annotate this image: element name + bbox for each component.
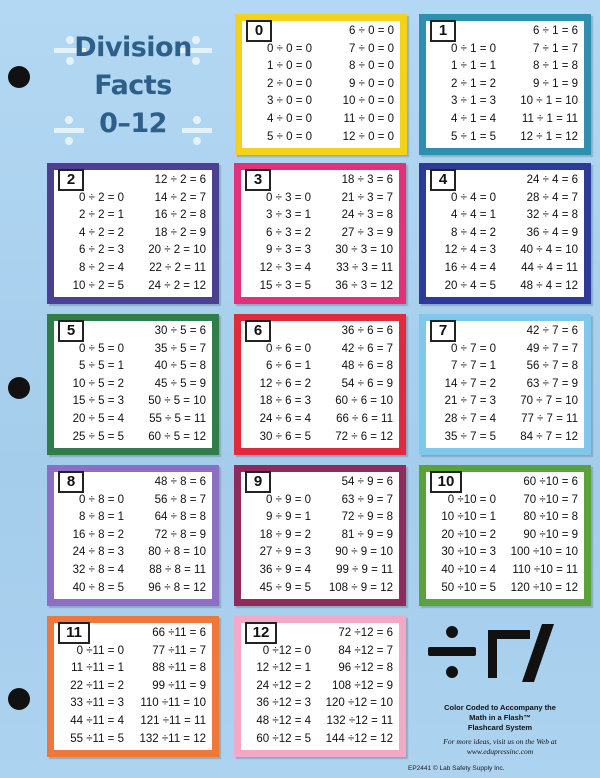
fact-left: 12 ÷12 = 1: [256, 662, 311, 675]
fact-right: 30 ÷ 5 = 6: [154, 325, 206, 337]
fact-right: 24 ÷ 4 = 6: [526, 174, 578, 186]
fact-right: 48 ÷ 6 = 8: [341, 360, 393, 373]
fact-right: 6 ÷ 0 = 0: [349, 25, 394, 37]
fact-left: 10 ÷10 = 1: [441, 511, 496, 524]
fact-right: 18 ÷ 2 = 9: [154, 226, 206, 239]
card-number: 2: [58, 169, 84, 191]
fact-left: 24 ÷ 8 = 3: [72, 546, 124, 559]
fact-left: 6 ÷ 3 = 2: [266, 226, 311, 239]
fact-right: 60 ÷ 6 = 10: [335, 395, 393, 408]
card-number: 3: [245, 169, 271, 191]
fact-right: 7 ÷ 0 = 0: [349, 42, 394, 55]
fact-card-9: [234, 465, 406, 606]
fact-left: 0 ÷10 = 0: [447, 493, 496, 506]
fact-left: 0 ÷ 2 = 0: [79, 191, 124, 204]
fact-right: 56 ÷ 7 = 8: [526, 360, 578, 373]
fact-left: 24 ÷12 = 2: [256, 679, 311, 692]
title-line-1: Division: [74, 32, 192, 63]
fact-right: 121 ÷11 = 11: [140, 715, 206, 727]
fact-right: 84 ÷ 7 = 12: [520, 430, 578, 443]
fact-left: 15 ÷ 3 = 5: [259, 279, 311, 292]
fact-left: 18 ÷ 9 = 2: [259, 528, 311, 541]
fact-left: 4 ÷ 4 = 1: [451, 209, 496, 222]
card-number: 4: [430, 169, 456, 191]
fact-left: 12 ÷ 3 = 4: [259, 262, 311, 274]
fact-right: 24 ÷ 3 = 8: [341, 209, 393, 222]
fact-right: 11 ÷ 1 = 11: [521, 113, 578, 125]
title-block: [48, 18, 218, 148]
fact-left: 0 ÷ 7 = 0: [451, 342, 496, 355]
fact-left: 12 ÷ 6 = 2: [259, 377, 311, 390]
fact-right: 132 ÷12 = 11: [326, 715, 393, 727]
fact-right: 72 ÷12 = 6: [338, 627, 393, 639]
card-number: 10: [430, 471, 462, 493]
binder-hole: [8, 66, 30, 88]
fact-right: 100 ÷10 = 10: [510, 546, 578, 559]
fact-card-5: [47, 314, 219, 455]
division-symbols-icon: [422, 620, 572, 690]
fact-right: 12 ÷ 1 = 12: [520, 130, 578, 143]
card-number: 6: [245, 320, 271, 342]
fact-left: 48 ÷12 = 4: [256, 715, 311, 727]
fact-right: 81 ÷ 9 = 9: [341, 528, 393, 541]
fact-left: 32 ÷ 8 = 4: [72, 564, 124, 576]
fact-left: 0 ÷ 6 = 0: [266, 342, 311, 355]
fact-left: 30 ÷10 = 3: [441, 546, 496, 559]
fact-left: 28 ÷ 7 = 4: [444, 413, 496, 425]
card-number: 0: [246, 20, 272, 42]
fact-left: 15 ÷ 5 = 3: [72, 395, 124, 408]
fact-left: 25 ÷ 5 = 5: [72, 430, 124, 443]
fact-left: 5 ÷ 1 = 5: [451, 130, 496, 143]
fact-left: 8 ÷ 8 = 1: [79, 511, 124, 524]
fact-right: 48 ÷ 8 = 6: [154, 476, 206, 488]
fact-right: 36 ÷ 3 = 12: [335, 279, 393, 292]
fact-left: 0 ÷ 0 = 0: [267, 42, 312, 55]
card-number: 11: [58, 622, 90, 644]
fact-left: 0 ÷11 = 0: [76, 644, 124, 657]
fact-left: 30 ÷ 6 = 5: [259, 430, 311, 443]
fact-left: 36 ÷ 9 = 4: [259, 564, 311, 576]
fact-right: 11 ÷ 0 = 0: [343, 113, 394, 125]
fact-left: 3 ÷ 0 = 0: [267, 95, 312, 108]
fact-right: 42 ÷ 6 = 7: [341, 342, 393, 355]
fact-right: 30 ÷ 3 = 10: [335, 244, 393, 257]
fact-card-6: [234, 314, 406, 455]
fact-card-8: [47, 465, 219, 606]
fact-right: 48 ÷ 4 = 12: [520, 279, 578, 292]
fact-right: 49 ÷ 7 = 7: [526, 342, 578, 355]
fact-right: 36 ÷ 6 = 6: [341, 325, 393, 337]
title-line-2: Facts: [94, 70, 172, 101]
fact-left: 40 ÷10 = 4: [441, 564, 496, 576]
fact-left: 11 ÷11 = 1: [71, 662, 124, 675]
fact-left: 1 ÷ 0 = 0: [267, 60, 312, 73]
fact-left: 12 ÷ 4 = 3: [444, 244, 496, 257]
fact-right: 70 ÷ 7 = 10: [520, 395, 578, 408]
fact-left: 35 ÷ 7 = 5: [444, 430, 496, 443]
fact-right: 14 ÷ 2 = 7: [154, 191, 206, 204]
fact-card-12: [234, 616, 406, 757]
fact-right: 84 ÷12 = 7: [338, 644, 393, 657]
fact-right: 12 ÷ 0 = 0: [342, 130, 394, 143]
fact-right: 40 ÷ 4 = 10: [520, 244, 578, 257]
fact-left: 6 ÷ 2 = 3: [79, 244, 124, 257]
fact-right: 9 ÷ 1 = 9: [533, 77, 578, 90]
fact-left: 9 ÷ 9 = 1: [266, 511, 311, 524]
fact-right: 72 ÷ 6 = 12: [335, 430, 393, 443]
fact-right: 18 ÷ 3 = 6: [341, 174, 393, 186]
fact-right: 60 ÷ 5 = 12: [148, 430, 206, 443]
fact-left: 4 ÷ 2 = 2: [79, 226, 124, 239]
fact-card-2: [47, 163, 219, 304]
fact-right: 42 ÷ 7 = 6: [526, 325, 578, 337]
fact-left: 0 ÷12 = 0: [262, 644, 311, 657]
fact-card-0: [235, 14, 407, 155]
fact-right: 77 ÷ 7 = 11: [521, 413, 578, 425]
fact-left: 60 ÷12 = 5: [256, 732, 311, 745]
fact-left: 8 ÷ 4 = 2: [451, 226, 496, 239]
fact-left: 7 ÷ 7 = 1: [451, 360, 496, 373]
footer-line-2: Math in a Flash™: [469, 713, 531, 722]
fact-right: 45 ÷ 5 = 9: [154, 377, 206, 390]
fact-right: 55 ÷ 5 = 11: [149, 413, 206, 425]
fact-left: 2 ÷ 1 = 2: [451, 77, 496, 90]
fact-card-4: [419, 163, 591, 304]
fact-right: 66 ÷11 = 6: [152, 627, 206, 639]
fact-left: 0 ÷ 5 = 0: [79, 342, 124, 355]
footer-line-5: www.edupressinc.com: [466, 747, 534, 756]
fact-left: 20 ÷10 = 2: [441, 528, 496, 541]
fact-left: 14 ÷ 7 = 2: [444, 377, 496, 390]
fact-right: 72 ÷ 9 = 8: [341, 511, 393, 524]
fact-right: 21 ÷ 3 = 7: [341, 191, 393, 204]
fact-right: 99 ÷11 = 9: [152, 679, 206, 692]
fact-left: 20 ÷ 5 = 4: [72, 413, 124, 425]
fact-right: 33 ÷ 3 = 11: [336, 262, 393, 274]
fact-right: 10 ÷ 0 = 0: [342, 95, 394, 108]
fact-left: 0 ÷ 1 = 0: [451, 42, 496, 55]
binder-hole: [8, 688, 30, 710]
fact-left: 6 ÷ 6 = 1: [266, 360, 311, 373]
fact-right: 63 ÷ 7 = 9: [526, 377, 578, 390]
fact-right: 27 ÷ 3 = 9: [341, 226, 393, 239]
fact-left: 44 ÷11 = 4: [70, 715, 124, 727]
fact-left: 2 ÷ 2 = 1: [79, 209, 124, 222]
fact-right: 50 ÷ 5 = 10: [148, 395, 206, 408]
fact-right: 56 ÷ 8 = 7: [154, 493, 206, 506]
fact-right: 28 ÷ 4 = 7: [526, 191, 578, 204]
fact-left: 8 ÷ 2 = 4: [79, 262, 124, 274]
footer-line-1: Color Coded to Accompany the: [444, 703, 556, 712]
fact-card-3: [234, 163, 406, 304]
fact-right: 90 ÷10 = 9: [523, 528, 578, 541]
fact-right: 144 ÷12 = 12: [325, 732, 393, 745]
fact-right: 22 ÷ 2 = 11: [149, 262, 206, 274]
fact-right: 24 ÷ 2 = 12: [148, 279, 206, 292]
title-line-3: 0–12: [99, 108, 167, 139]
fact-left: 1 ÷ 1 = 1: [451, 60, 496, 73]
fact-right: 96 ÷ 8 = 12: [148, 581, 206, 594]
fact-left: 9 ÷ 3 = 3: [266, 244, 311, 257]
fact-left: 40 ÷ 8 = 5: [72, 581, 124, 594]
fact-right: 90 ÷ 9 = 10: [335, 546, 393, 559]
fact-left: 5 ÷ 0 = 0: [267, 130, 312, 143]
fact-left: 21 ÷ 7 = 3: [444, 395, 496, 408]
fact-left: 2 ÷ 0 = 0: [267, 77, 312, 90]
card-number: 5: [58, 320, 84, 342]
fact-card-11: [47, 616, 219, 757]
fact-left: 16 ÷ 8 = 2: [72, 528, 124, 541]
fact-right: 88 ÷11 = 8: [152, 662, 206, 675]
fact-left: 0 ÷ 3 = 0: [266, 191, 311, 204]
fact-right: 63 ÷ 9 = 7: [341, 493, 393, 506]
fact-right: 9 ÷ 0 = 0: [349, 77, 394, 90]
fact-left: 33 ÷11 = 3: [70, 697, 124, 710]
fact-right: 54 ÷ 6 = 9: [341, 377, 393, 390]
binder-hole: [8, 377, 30, 399]
fact-right: 8 ÷ 1 = 8: [533, 60, 578, 73]
fact-right: 120 ÷12 = 10: [325, 697, 393, 710]
fact-left: 4 ÷ 0 = 0: [267, 113, 312, 125]
fact-left: 27 ÷ 9 = 3: [259, 546, 311, 559]
fact-right: 32 ÷ 4 = 8: [526, 209, 578, 222]
fact-left: 3 ÷ 3 = 1: [266, 209, 311, 222]
fact-left: 0 ÷ 9 = 0: [266, 493, 311, 506]
fact-right: 108 ÷ 9 = 12: [328, 581, 393, 594]
fact-left: 22 ÷11 = 2: [70, 679, 124, 692]
fact-right: 54 ÷ 9 = 6: [341, 476, 393, 488]
fact-right: 40 ÷ 5 = 8: [154, 360, 206, 373]
fact-left: 0 ÷ 8 = 0: [79, 493, 124, 506]
fact-right: 96 ÷12 = 8: [338, 662, 393, 675]
footer-line-4: For more ideas, visit us on the Web at: [443, 737, 557, 746]
fact-right: 36 ÷ 4 = 9: [526, 226, 578, 239]
fact-left: 5 ÷ 5 = 1: [79, 360, 124, 373]
fact-card-7: [419, 314, 591, 455]
fact-right: 12 ÷ 2 = 6: [154, 174, 206, 186]
fact-right: 80 ÷ 8 = 10: [148, 546, 206, 559]
fact-left: 36 ÷12 = 3: [256, 697, 311, 710]
footer-line-3: Flashcard System: [467, 723, 533, 732]
fact-left: 16 ÷ 4 = 4: [444, 262, 496, 274]
fact-right: 44 ÷ 4 = 11: [521, 262, 578, 274]
fact-right: 6 ÷ 1 = 6: [533, 25, 578, 37]
fact-left: 50 ÷10 = 5: [441, 581, 496, 594]
fact-right: 66 ÷ 6 = 11: [336, 413, 393, 425]
fact-right: 64 ÷ 8 = 8: [154, 511, 206, 524]
fact-right: 35 ÷ 5 = 7: [154, 342, 206, 355]
fact-left: 10 ÷ 5 = 2: [72, 377, 124, 390]
fact-right: 88 ÷ 8 = 11: [149, 564, 206, 576]
card-number: 7: [430, 320, 456, 342]
fact-right: 110 ÷10 = 11: [512, 564, 578, 576]
fact-right: 77 ÷11 = 7: [152, 644, 206, 657]
fact-left: 3 ÷ 1 = 3: [451, 95, 496, 108]
fact-right: 10 ÷ 1 = 10: [520, 95, 578, 108]
fact-right: 80 ÷10 = 8: [523, 511, 578, 524]
fact-left: 20 ÷ 4 = 5: [444, 279, 496, 292]
fact-right: 99 ÷ 9 = 11: [336, 564, 393, 576]
card-number: 1: [430, 20, 456, 42]
fact-right: 20 ÷ 2 = 10: [148, 244, 206, 257]
fact-right: 8 ÷ 0 = 0: [349, 60, 394, 73]
fact-right: 132 ÷11 = 12: [139, 732, 206, 745]
card-number: 12: [245, 622, 277, 644]
fact-right: 108 ÷12 = 9: [332, 679, 393, 692]
fact-right: 60 ÷10 = 6: [523, 476, 578, 488]
fact-left: 18 ÷ 6 = 3: [259, 395, 311, 408]
fact-right: 7 ÷ 1 = 7: [533, 42, 578, 55]
fact-right: 72 ÷ 8 = 9: [154, 528, 206, 541]
fact-right: 16 ÷ 2 = 8: [154, 209, 206, 222]
fact-right: 110 ÷11 = 10: [140, 697, 206, 710]
fact-right: 70 ÷10 = 7: [523, 493, 578, 506]
fact-card-10: [419, 465, 591, 606]
fact-left: 55 ÷11 = 5: [70, 732, 124, 745]
fact-left: 45 ÷ 9 = 5: [259, 581, 311, 594]
fact-card-1: [419, 14, 591, 155]
card-number: 9: [245, 471, 271, 493]
fact-left: 24 ÷ 6 = 4: [259, 413, 311, 425]
fact-left: 0 ÷ 4 = 0: [451, 191, 496, 204]
fact-left: 10 ÷ 2 = 5: [72, 279, 124, 292]
product-code: EP2441 © Lab Safety Supply Inc.: [408, 765, 505, 772]
card-number: 8: [58, 471, 84, 493]
fact-right: 120 ÷10 = 12: [510, 581, 578, 594]
fact-left: 4 ÷ 1 = 4: [451, 113, 496, 125]
